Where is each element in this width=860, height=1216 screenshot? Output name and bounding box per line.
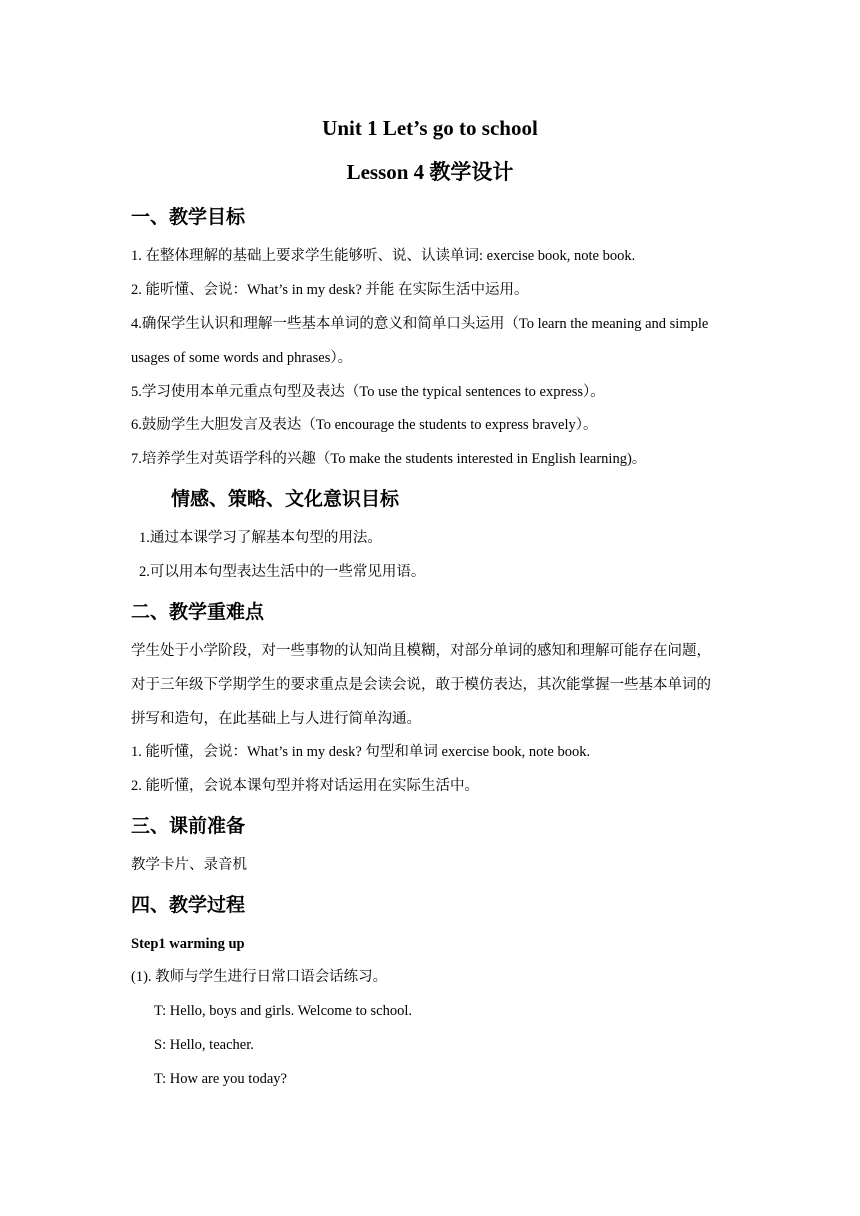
section-heading-preparation: 三、课前准备 — [131, 815, 246, 837]
objective-line: 2. 能听懂、会说：What’s in my desk? 并能 在实际生活中运用。 — [131, 282, 529, 298]
document-title: Unit 1 Let’s go to school — [322, 116, 538, 140]
objective-line: usages of some words and phrases）。 — [131, 350, 353, 366]
key-point-line: 2. 能听懂，会说本课句型并将对话运用在实际生活中。 — [131, 778, 479, 794]
key-point-line: 1. 能听懂，会说：What’s in my desk? 句型和单词 exercise book, note book. — [131, 744, 591, 760]
dialogue-line: S: Hello, teacher. — [154, 1037, 254, 1053]
section-heading-affective: 情感、策略、文化意识目标 — [171, 488, 400, 510]
step-title: Step1 warming up — [131, 936, 245, 952]
section-heading-key-points: 二、教学重难点 — [131, 601, 265, 623]
affective-line: 1.通过本课学习了解基本句型的用法。 — [139, 530, 382, 546]
affective-line: 2.可以用本句型表达生活中的一些常见用语。 — [139, 564, 426, 580]
dialogue-line: T: How are you today? — [154, 1071, 287, 1087]
section-heading-objectives: 一、教学目标 — [131, 206, 246, 228]
paragraph-line: 学生处于小学阶段，对一些事物的认知尚且模糊，对部分单词的感知和理解可能存在问题， — [131, 643, 711, 659]
section-heading-process: 四、教学过程 — [131, 894, 246, 916]
document-subtitle: Lesson 4 教学设计 — [346, 160, 514, 184]
objective-line: 6.鼓励学生大胆发言及表达（To encourage the students to express bravely）。 — [131, 417, 598, 433]
objective-line: 5.学习使用本单元重点句型及表达（To use the typical sentences to express）。 — [131, 384, 605, 400]
preparation-text: 教学卡片、录音机 — [131, 857, 247, 873]
dialogue-line: T: Hello, boys and girls. Welcome to school. — [154, 1003, 412, 1019]
objective-line: 7.培养学生对英语学科的兴趣（To make the students interested in English learning)。 — [131, 451, 647, 467]
objective-line: 1. 在整体理解的基础上要求学生能够听、说、认读单词: exercise book, note book. — [131, 248, 636, 264]
paragraph-line: 拼写和造句，在此基础上与人进行简单沟通。 — [131, 711, 421, 727]
objective-line: 4.确保学生认识和理解一些基本单词的意义和简单口头运用（To learn the meaning and simple — [131, 316, 709, 332]
step-intro: (1). 教师与学生进行日常口语会话练习。 — [131, 969, 388, 985]
paragraph-line: 对于三年级下学期学生的要求重点是会读会说，敢于模仿表达，其次能掌握一些基本单词的 — [131, 677, 711, 693]
